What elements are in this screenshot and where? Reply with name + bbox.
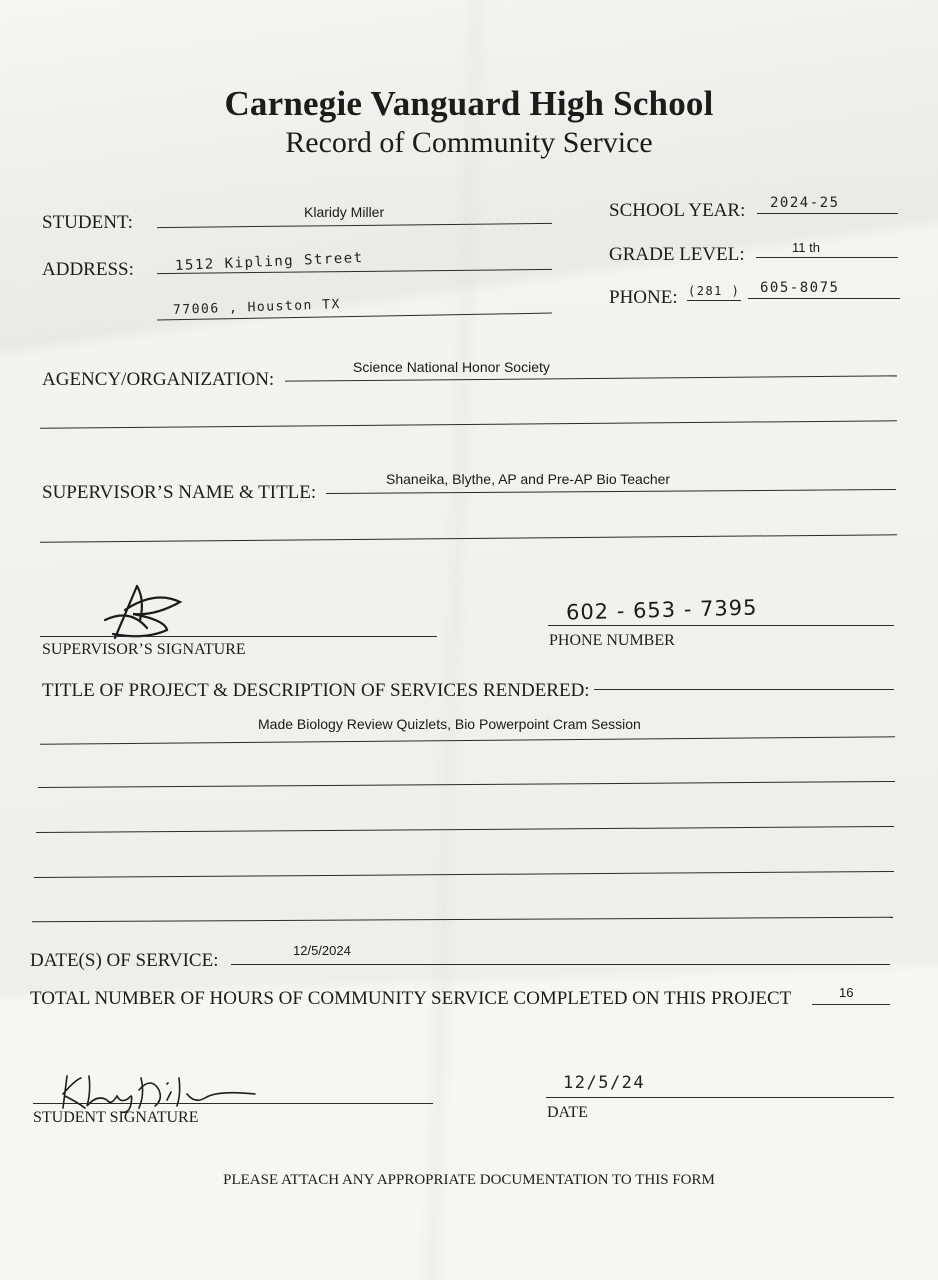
supervisor-phone-line [548, 625, 894, 626]
address-value-1: 1512 Kipling Street [174, 249, 364, 275]
address-label: ADDRESS: [42, 259, 134, 280]
total-hours-line [812, 1004, 890, 1005]
student-signature-line [33, 1103, 433, 1104]
dates-of-service-line [231, 964, 890, 965]
total-hours-value: 16 [839, 985, 854, 1000]
project-value: Made Biology Review Quizlets, Bio Powerpoint Cram Session [258, 716, 641, 732]
school-year-line [757, 213, 898, 214]
phone-area-line [687, 300, 741, 301]
footer-note: PLEASE ATTACH ANY APPROPRIATE DOCUMENTATION TO THIS FORM [223, 1172, 715, 1188]
phone-number-label: PHONE NUMBER [549, 632, 675, 649]
supervisor-phone-value: 602 - 653 - 7395 [565, 595, 758, 625]
student-label: STUDENT: [42, 212, 133, 233]
agency-label: AGENCY/ORGANIZATION: [42, 369, 275, 390]
supervisor-value: Shaneika, Blythe, AP and Pre-AP Bio Teacher [386, 471, 671, 487]
supervisor-signature-line [40, 636, 437, 637]
phone-number-line [748, 298, 900, 299]
project-label: TITLE OF PROJECT & DESCRIPTION OF SERVICES RENDERED: [42, 680, 590, 701]
total-hours-label: TOTAL NUMBER OF HOURS OF COMMUNITY SERVICE COMPLETED ON THIS PROJECT [30, 988, 792, 1009]
address-value-2: 77006 , Houston TX [172, 297, 342, 318]
grade-level-label: GRADE LEVEL: [609, 244, 745, 265]
grade-level-value: 11 th [792, 240, 820, 255]
phone-area-value: (281 ) [688, 284, 741, 298]
supervisor-label: SUPERVISOR’S NAME & TITLE: [42, 482, 317, 503]
supervisor-signature-label: SUPERVISOR’S SIGNATURE [42, 641, 246, 658]
phone-label: PHONE: [609, 287, 678, 308]
student-signature-image [55, 1070, 265, 1114]
date-value: 12/5/24 [563, 1073, 646, 1093]
dates-of-service-value: 12/5/2024 [293, 943, 351, 958]
school-year-label: SCHOOL YEAR: [609, 200, 746, 221]
project-line [594, 689, 894, 690]
grade-level-line [756, 257, 898, 258]
school-name: Carnegie Vanguard High School [224, 84, 714, 123]
dates-of-service-label: DATE(S) OF SERVICE: [30, 950, 219, 971]
form-title: Record of Community Service [285, 126, 653, 159]
school-year-value: 2024-25 [770, 195, 840, 211]
supervisor-signature-image [85, 580, 195, 642]
student-signature-label: STUDENT SIGNATURE [33, 1109, 199, 1126]
agency-value: Science National Honor Society [353, 359, 550, 375]
student-value: Klaridy Miller [304, 204, 385, 220]
date-label: DATE [547, 1104, 588, 1121]
phone-number-value: 605-8075 [760, 280, 840, 296]
date-line [546, 1097, 894, 1098]
